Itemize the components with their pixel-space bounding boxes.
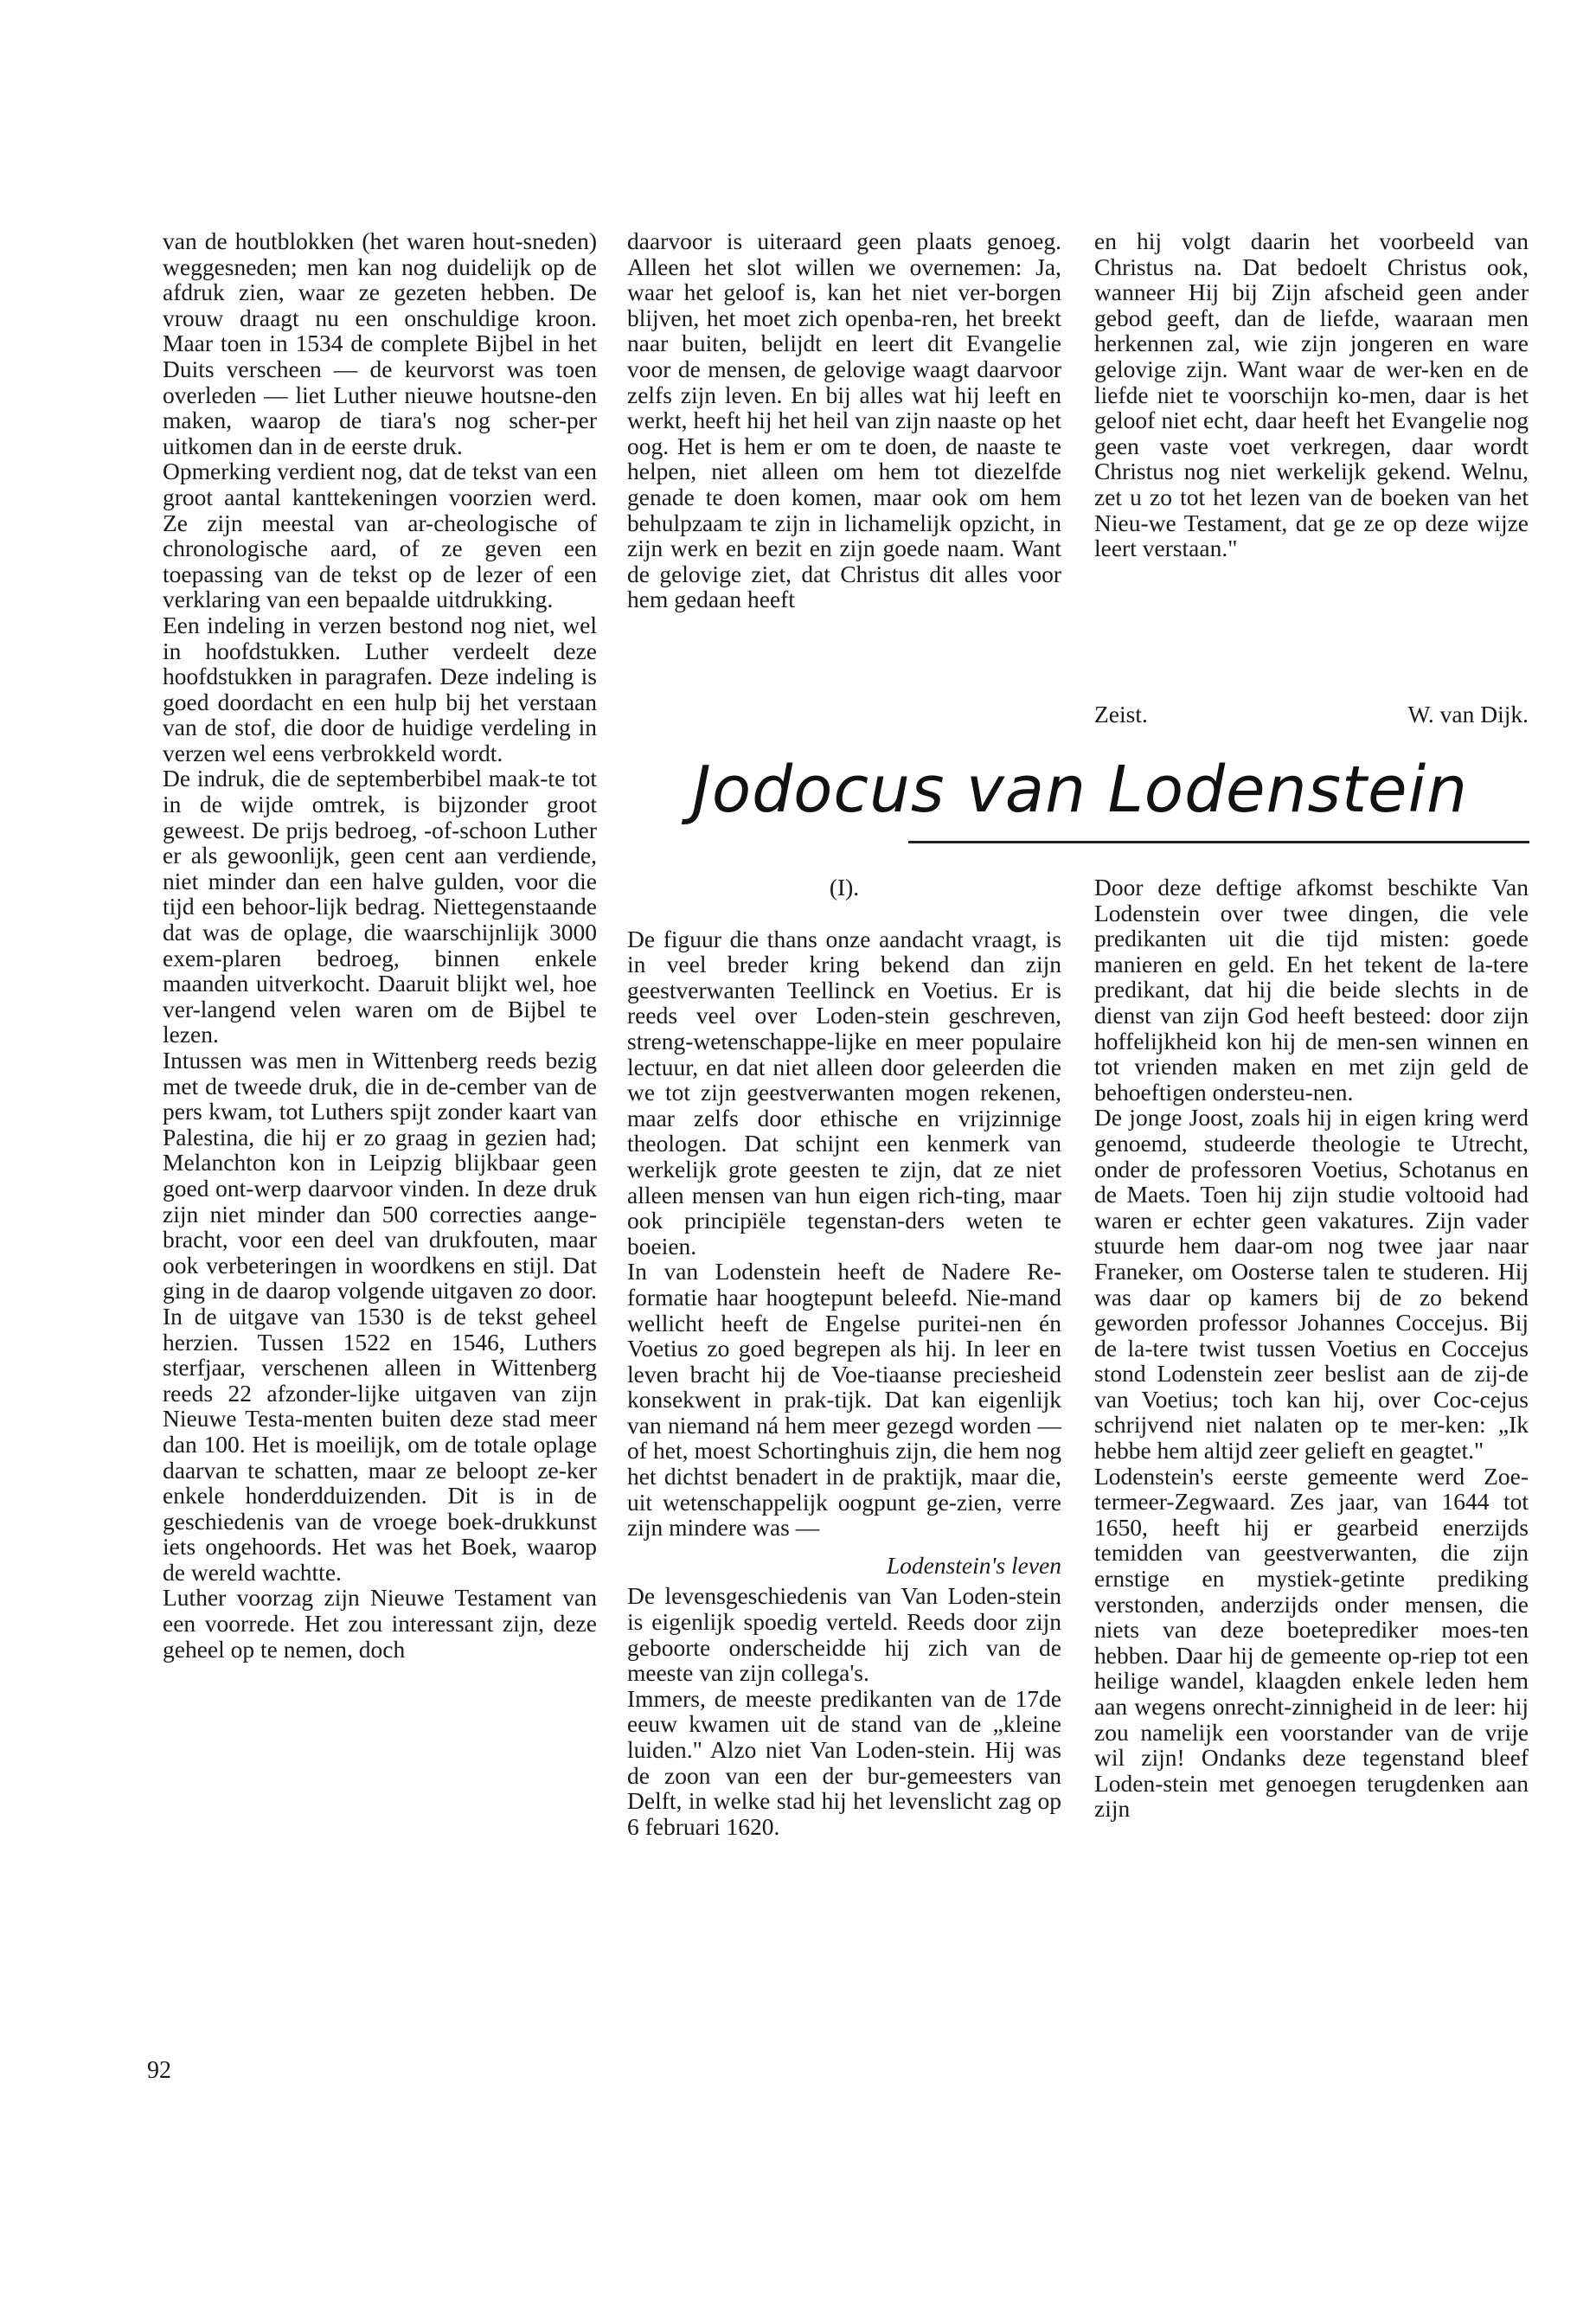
column-3-top: [1094, 228, 1529, 561]
article-column-2: [627, 875, 1061, 1839]
signoff-place: Zeist.: [1094, 701, 1148, 727]
paragraph: Opmerking verdient nog, dat de tekst van een groot aantal kanttekeningen voorzien werd. Ze zijn meestal van ar-cheologische of chronologische aard, of ze geven een toepassing van de tekst op de lezer of een verklaring van een bepaalde uitdrukking.: [163, 458, 597, 613]
paragraph: Een indeling in verzen bestond nog niet, wel in hoofdstukken. Luther verdeelt deze hoofdstukken in paragrafen. Deze indeling is goed doordacht en een hulp bij het verstaan van de stof, die door de huidige verdeling in verzen wel eens verbrokkeld wordt.: [163, 611, 597, 766]
paragraph: De levensgeschiedenis van Van Loden-stein is eigenlijk spoedig verteld. Reeds door zijn geboorte onderscheidde hij zich van de meeste van zijn collega's.: [627, 1582, 1061, 1687]
page-number: 92: [147, 2057, 171, 2084]
paragraph: De figuur die thans onze aandacht vraagt, is in veel breder kring bekend dan zijn geestverwanten Teellinck en Voetius. Er is reeds veel over Loden-stein geschreven, streng-wetenschappe-lijke en meer populaire lectuur, en dat niet alleen door geleerden die we tot zijn geestverwanten mogen rekenen, maar zelfs door ethische en vrijzinnige theologen. Dat schijnt een kenmerk van werkelijk grote geesten te zijn, dat ze niet alleen mensen van hun eigen rich-ting, maar ook principiële tegenstan-ders weten te boeien.: [627, 925, 1061, 1259]
paragraph: Lodenstein's eerste gemeente werd Zoe-termeer-Zegwaard. Zes jaar, van 1644 tot 1650, heeft hij er gearbeid enerzijds temidden van geestverwanten, die zijn ernstige en mystiek-getinte prediking verstonden, anderzijds onder mensen, die niets van deze boeteprediker moes-ten hebben. Daar hij de gemeente op-riep tot een heilige wandel, klaagden enkele leden hem aan wegens onrecht-zinnigheid in de leer: hij zou namelijk een voorstander van de vrije wil zijn! Ondanks deze tegenstand bleef Loden-stein met genoegen terugdenken aan zijn: [1094, 1462, 1529, 1823]
paragraph: Immers, de meeste predikanten van de 17de eeuw kwamen uit de stand van de „kleine luiden." Alzo niet Van Loden-stein. Hij was de zoon van een der bur-gemeesters van Delft, in welke stad hij het levenslicht zag op 6 februari 1620.: [627, 1684, 1061, 1840]
paragraph: Intussen was men in Wittenberg reeds bezig met de tweede druk, die in de-cember van de pers kwam, tot Luthers spijt zonder kaart van Palestina, die hij er zo graag in gezien had; Melanchton kon in Leipzig blijkbaar geen goed ont-werp daarvoor vinden. In deze druk zijn niet minder dan 500 correcties aange-bracht, voor een deel van drukfouten, maar ook verbeteringen in woordkens en stijl. Dat ging in de daarop volgende uitgaven zo door. In de uitgave van 1530 is de tekst geheel herzien. Tussen 1522 en 1546, Luthers sterfjaar, verschenen alleen in Wittenberg reeds 22 afzonder-lijke uitgaven van zijn Nieuwe Testa-menten buiten deze stad meer dan 100. Het is moeilijk, om de totale oplage daarvan te schatten, maar ze beloopt ze-ker enkele honderdduizenden. Dit is in de geschiedenis van de vroege boek-drukkunst iets ongehoords. Het was het Boek, waarop de wereld wachtte.: [163, 1047, 597, 1586]
paragraph: De jonge Joost, zoals hij in eigen kring werd genoemd, studeerde theologie te Utrecht, onder de professoren Voetius, Schotanus en de Maets. Toen hij zijn studie voltooid had waren er echter geen vakatures. Zijn vader stuurde hem daar-om nog twee jaar naar Franeker, om Oosterse talen te studeren. Hij was daar op kamers bij de zo bekend geworden professor Johannes Coccejus. Bij de la-tere twist tussen Voetius en Coccejus stond Lodenstein zeer beslist aan de zij-de van Voetius; toch kan hij, over Coc-cejus schrijvend niet nalaten op te mer-ken: „Ik hebbe hem altijd zeer gelieft en geagtet.": [1094, 1104, 1529, 1465]
signoff: [1094, 701, 1529, 728]
paragraph: en hij volgt daarin het voorbeeld van Christus na. Dat bedoelt Christus ook, wanneer Hij bij Zijn afscheid geen ander gebod geeft, dan de liefde, waaraan men herkennen zal, wie zijn jongeren en ware gelovige zijn. Want waar de wer-ken en de liefde niet te voorschijn ko-men, daar is het geloof niet echt, daar heeft het Evangelie nog geen vaste voet verkregen, daar wordt Christus nog niet werkelijk gekend. Welnu, zet u zo tot het lezen van de boeken van het Nieu-we Testament, dat ge ze op deze wijze leert verstaan.": [1094, 228, 1529, 562]
article-column-3: [1094, 875, 1529, 1822]
column-1: [163, 228, 597, 1662]
signoff-author: W. van Dijk.: [1407, 701, 1529, 727]
paragraph: In van Lodenstein heeft de Nadere Re-formatie haar hoogtepunt beleefd. Nie-mand wellicht heeft de Engelse puritei-nen én Voetius zo goed begrepen als hij. In leer en leven bracht hij de Voe-tiaanse preciesheid konsekwent in prak-tijk. Dat kan eigenlijk van niemand ná hem meer gezegd worden — of het, moest Schortinghuis zijn, die hem nog het dichtst benadert in de praktijk, maar die, uit wetenschappelijk oogpunt ge-zien, verre zijn mindere was —: [627, 1258, 1061, 1541]
subheading: Lodenstein's leven: [886, 1551, 1061, 1579]
article-title: Jodocus van Lodenstein: [692, 753, 1469, 827]
article-part: (I).: [829, 874, 860, 901]
paragraph: Luther voorzag zijn Nieuwe Testament van een voorrede. Het zou interessant zijn, deze geheel op te nemen, doch: [163, 1584, 597, 1663]
paragraph: Door deze deftige afkomst beschikte Van Lodenstein over twee dingen, die vele predikanten uit die tijd misten: goede manieren en geld. En het tekent de la-tere predikant, dat hij die beide slechts in de dienst van zijn God heeft besteed: door zijn hoffelijkheid kon hij de men-sen winnen en tot vrienden maken en met zijn geld de behoeftigen ondersteu-nen.: [1094, 874, 1529, 1106]
paragraph: De indruk, die de septemberbibel maak-te tot in de wijde omtrek, is bijzonder groot geweest. De prijs bedroeg, -of-schoon Luther er als gewoonlijk, geen cent aan verdiende, niet minder dan een halve gulden, voor die tijd een behoor-lijk bedrag. Niettegenstaande dat was de oplage, die waarschijnlijk 3000 exem-plaren bedroeg, binnen enkele maanden uitverkocht. Daaruit blijkt wel, hoe ver-langend velen waren om de Bijbel te lezen.: [163, 765, 597, 1048]
title-rule: [908, 841, 1529, 843]
paragraph: daarvoor is uiteraard geen plaats genoeg. Alleen het slot willen we overnemen: Ja, waar het geloof is, kan het niet ver-borgen blijven, het moet zich openba-ren, het breekt naar buiten, belijdt en leert dit Evangelie voor de mensen, de gelovige waagt daarvoor zelfs zijn leven. En bij alles wat hij leeft en werkt, heeft hij het heil van zijn naaste op het oog. Het is hem er om te doen, de naaste te helpen, niet alleen om hem tot diezelfde genade te doen komen, maar ook om hem behulpzaam te zijn in lichamelijk opzicht, in zijn werk en bezit en zijn goede naam. Want de gelovige ziet, dat Christus dit alles voor hem gedaan heeft: [627, 228, 1061, 613]
column-2-top: [627, 228, 1061, 612]
paragraph: van de houtblokken (het waren hout-sneden) weggesneden; men kan nog duidelijk op de afdruk zien, waar ze gezeten hebben. De vrouw draagt nu een onschuldige kroon. Maar toen in 1534 de complete Bijbel in het Duits verscheen — de keurvorst was toen overleden — liet Luther nieuwe houtsne-den maken, waarop de tiara's nog scher-per uitkomen dan in de eerste druk.: [163, 228, 597, 459]
